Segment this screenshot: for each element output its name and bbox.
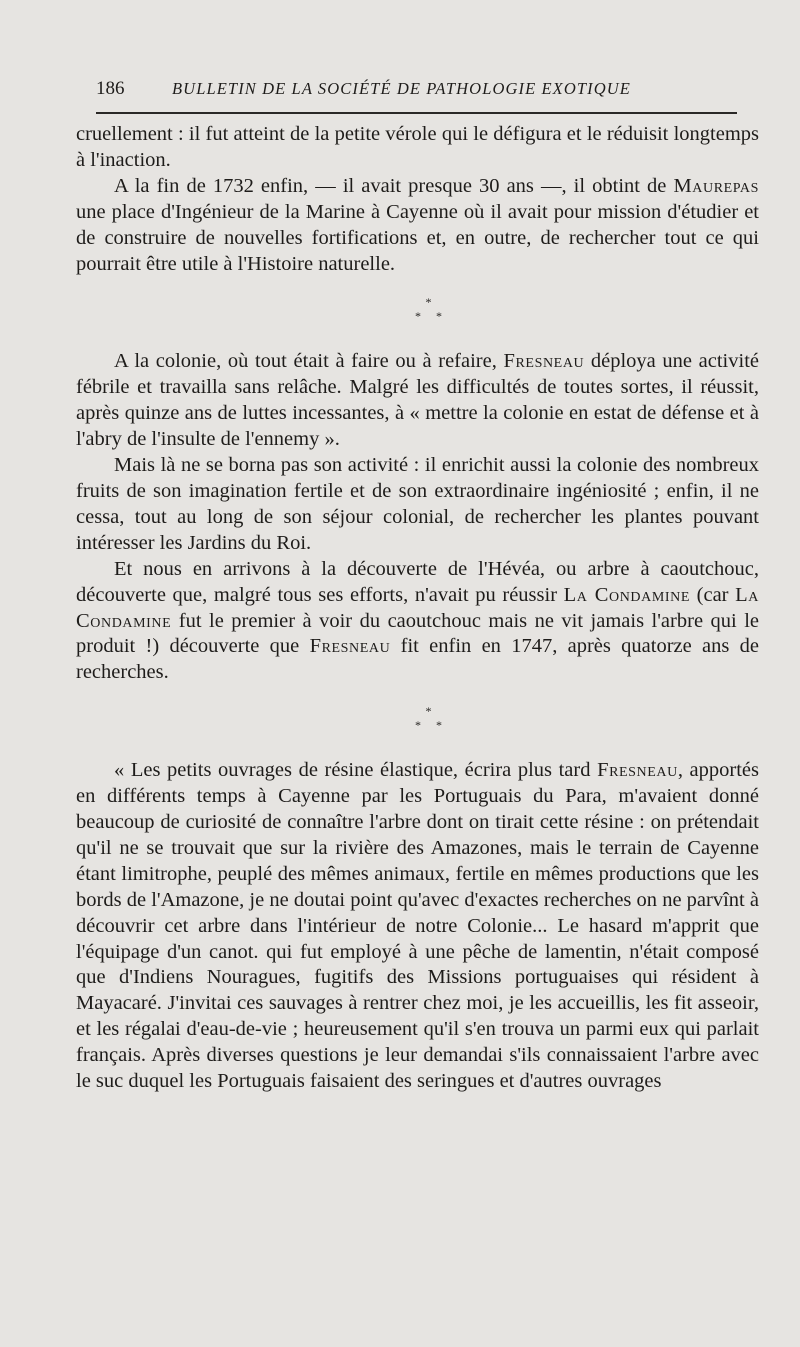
person-name: La Condamine — [563, 583, 691, 606]
asterism-bottom: * * — [415, 309, 448, 324]
person-name: Fresneau — [309, 635, 391, 658]
running-title: BULLETIN DE LA SOCIÉTÉ DE PATHOLOGIE EXOTIQUE — [172, 79, 631, 98]
paragraph: A la colonie, où tout était à faire ou à refaire, Fresneau déploya une activité fébrile et travailla sans relâche. Malgré les difficultés de toutes sortes, il réussit, après quinze ans de luttes incessantes, à « mettre la colonie en estat de défense et à l'abry de l'insulte de l'ennemy ». — [76, 350, 759, 451]
paragraph: A la fin de 1732 enfin, — il avait presque 30 ans —, il obtint de Maurepas une place d'Ingénieur de la Marine à Cayenne où il avait pour mission d'étudier et de construire de nouvelles fortifications et, en outre, de rechercher tout ce qui pourrait être utile à l'Histoire naturelle. — [76, 174, 759, 275]
paragraph: Et nous en arrivons à la découverte de l'Hévéa, ou arbre à caoutchouc, découverte que, malgré tous ses efforts, n'avait pu réussir La Condamine (car La Condamine fut le premier à voir du caoutchouc mais ne vit jamais l'arbre qui le produit !) découverte que Fresneau fit enfin en 1747, après quatorze ans de recherches. — [76, 557, 760, 684]
asterism-top: * — [425, 704, 438, 719]
asterism-bottom: * * — [415, 718, 448, 733]
person-name: Fresneau — [503, 350, 585, 373]
section-break-asterism — [76, 686, 759, 758]
body-text — [76, 122, 759, 1095]
person-name: Maurepas — [673, 174, 759, 197]
paragraph: Mais là ne se borna pas son activité : il enrichit aussi la colonie des nombreux fruits de son imagination fertile et de son extraordinaire ingéniosité ; enfin, il ne cessa, tout au long de son séjour colonial, de rechercher les plantes pouvant intéresser les Jardins du Roi. — [76, 454, 759, 554]
section-break-asterism — [76, 277, 759, 349]
page-header — [96, 78, 736, 104]
quotation-paragraph: « Les petits ouvrages de résine élastique, écrira plus tard Fresneau, apportés en différents temps à Cayenne par les Portuguais du Para, m'avaient donné beaucoup de curiosité de connaître l'arbre dont on tirait cette résine : on prétendait qu'il ne se trouvait que sur la rivière des Amazones, mais le terrain de Cayenne étant limitrophe, peuplé des mêmes animaux, fertile en mêmes productions que les bords de l'Amazone, je ne doutai point qu'avec d'exactes recherches on ne parvînt à découvrir cet arbre dans l'intérieur de notre Colonie... Le hasard m'apprit que l'équipage d'un canot. qui fut employé à une pêche de lamentin, n'était composé que d'Indiens Nouragues, fugitifs des Missions portuguaises qui résident à Mayacaré. J'invitai ces sauvages à rentrer chez moi, je les accueillis, les fit asseoir, et les régalai d'eau-de-vie ; heureusement qu'il s'en trouva un parmi eux qui parlait français. Après diverses questions je leur demandai s'ils connaissaient l'arbre avec le suc duquel les Portuguais faisaient des seringues et d'autres ouvrages — [76, 759, 759, 1093]
paragraph: cruellement : il fut atteint de la petite vérole qui le défigura et le réduisit longtemps à l'inaction. — [76, 123, 759, 171]
header-rule — [96, 112, 737, 114]
person-name: La Condamine — [76, 583, 759, 632]
person-name: Fresneau — [597, 759, 678, 782]
page-number: 186 — [96, 78, 125, 99]
asterism-top: * — [425, 295, 438, 310]
